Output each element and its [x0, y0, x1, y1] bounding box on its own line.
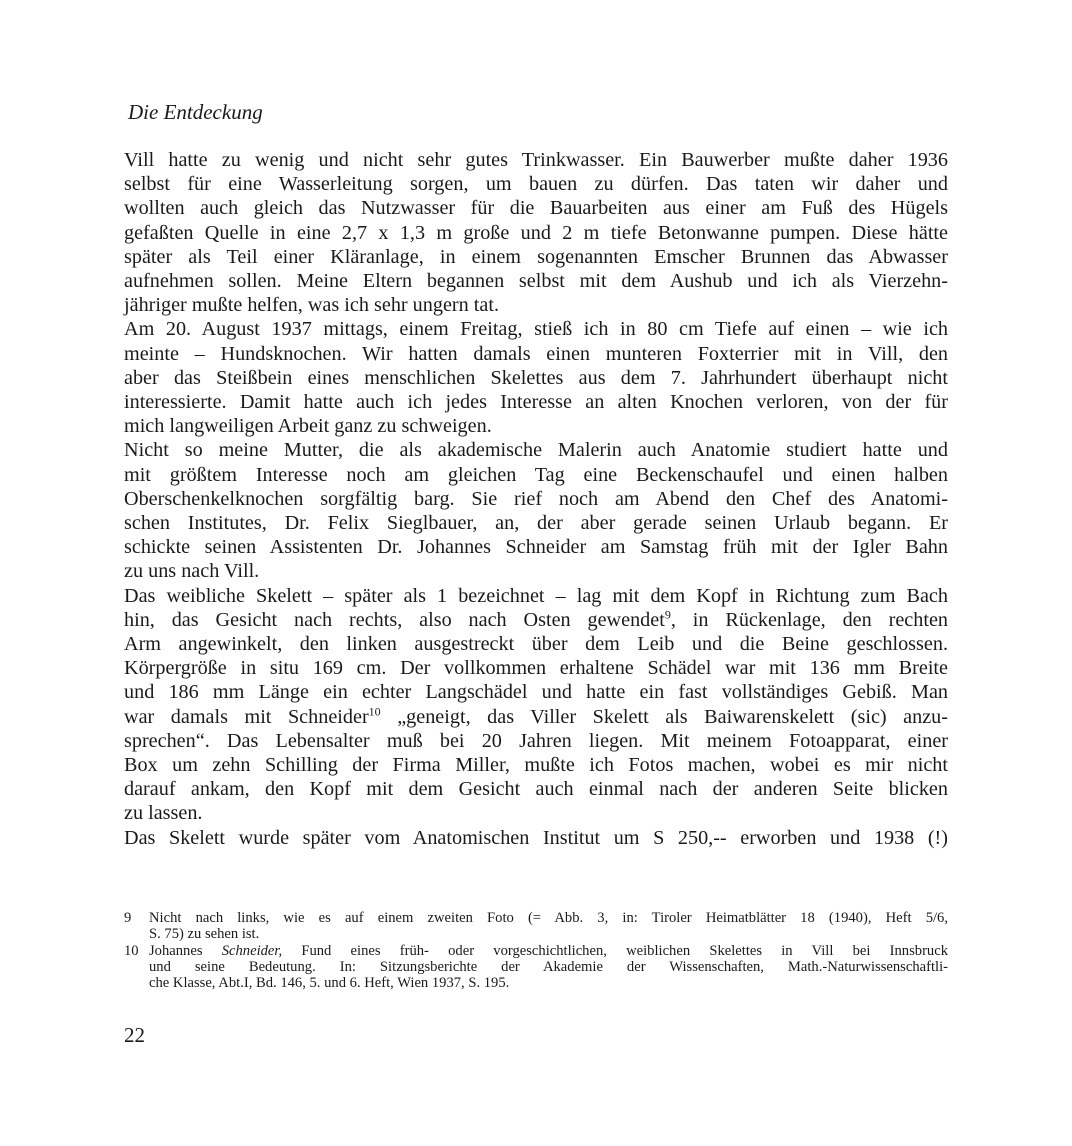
- text-line: sprechen“. Das Lebensalter muß bei 20 Jahren liegen. Mit meinem Fotoapparat, einer: [124, 729, 948, 752]
- paragraph-3: [124, 438, 948, 583]
- footnotes: [124, 910, 948, 991]
- footnote-line: [149, 943, 948, 959]
- citation-title: Fund eines früh- oder vorgeschichtlichen, weiblichen Skelettes in Vill bei Innsbruck: [282, 942, 948, 959]
- text-segment: hin, das Gesicht nach rechts, also nach Osten gewendet: [124, 608, 665, 631]
- text-line: Das Skelett wurde später vom Anatomischen Institut um S 250,-- erworben und 1938 (!): [124, 826, 948, 849]
- text-line: zu uns nach Vill.: [124, 560, 260, 583]
- text-line: aufnehmen sollen. Meine Eltern begannen selbst mit dem Aushub und ich als Vierzehn-: [124, 270, 948, 293]
- text-line: Das weibliche Skelett – später als 1 bezeichnet – lag mit dem Kopf in Richtung zum Bach: [124, 584, 948, 607]
- footnote-number: 9: [124, 910, 132, 926]
- author-last-name: Schneider,: [221, 942, 283, 959]
- text-line: Körpergröße in situ 169 cm. Der vollkommen erhaltene Schädel war mit 136 mm Breite: [124, 657, 948, 680]
- text-segment: „geneigt, das Viller Skelett als Baiwarenskelett (sic) anzu-: [380, 705, 948, 728]
- footnote-line: und seine Bedeutung. In: Sitzungsberichte der Akademie der Wissenschaften, Math.-Naturwissenschaftli-: [149, 958, 948, 975]
- footnote-line: che Klasse, Abt.I, Bd. 146, 5. und 6. Heft, Wien 1937, S. 195.: [149, 975, 510, 992]
- text-line: interessierte. Damit hatte auch ich jedes Interesse an alten Knochen verloren, von der für: [124, 391, 948, 414]
- text-line: Box um zehn Schilling der Firma Miller, mußte ich Fotos machen, wobei es mir nicht: [124, 754, 948, 777]
- footnote-line: Nicht nach links, wie es auf einem zweiten Foto (= Abb. 3, in: Tiroler Heimatblätter 18 (1940), Heft 5/6,: [149, 910, 948, 926]
- text-line: zu lassen.: [124, 802, 203, 825]
- text-segment: , in Rückenlage, den rechten: [670, 608, 948, 631]
- text-line: schen Institutes, Dr. Felix Sieglbauer, an, der aber gerade seinen Urlaub begann. Er: [124, 512, 948, 535]
- footnote-marker-10: 10: [368, 703, 381, 718]
- text-line: und 186 mm Länge ein echter Langschädel und hatte ein fast vollständiges Gebiß. Man: [124, 681, 948, 704]
- text-line: Nicht so meine Mutter, die als akademische Malerin auch Anatomie studiert hatte und: [124, 439, 948, 462]
- text-line: jähriger mußte helfen, was ich sehr ungern tat.: [124, 294, 500, 317]
- text-line: Oberschenkelknochen sorgfältig barg. Sie rief noch am Abend den Chef des Anatomi-: [124, 487, 948, 510]
- paragraph-4: [124, 584, 948, 826]
- text-line: später als Teil einer Kläranlage, in einem sogenannten Emscher Brunnen das Abwasser: [124, 245, 948, 268]
- text-line: aber das Steißbein eines menschlichen Skelettes aus dem 7. Jahrhundert überhaupt nicht: [124, 366, 948, 389]
- text-line: Am 20. August 1937 mittags, einem Freitag, stieß ich in 80 cm Tiefe auf einen – wie ich: [124, 318, 948, 341]
- author-first-name: Johannes: [149, 942, 222, 959]
- text-line: schickte seinen Assistenten Dr. Johannes Schneider am Samstag früh mit der Igler Bahn: [124, 536, 948, 559]
- text-line: mich langweiligen Arbeit ganz zu schweigen.: [124, 415, 492, 438]
- body-text: [124, 148, 948, 850]
- text-line: wollten auch gleich das Nutzwasser für die Bauarbeiten aus einer am Fuß des Hügels: [124, 197, 948, 220]
- text-segment: war damals mit Schneider: [124, 705, 369, 728]
- footnote-marker-9: 9: [664, 607, 671, 622]
- text-line: Vill hatte zu wenig und nicht sehr gutes Trinkwasser. Ein Bauwerber mußte daher 1936: [124, 149, 948, 171]
- text-line: Arm angewinkelt, den linken ausgestreckt über dem Leib und die Beine geschlossen.: [124, 633, 948, 656]
- text-line: [124, 705, 948, 729]
- paragraph-1: [124, 148, 948, 317]
- footnote-line: S. 75) zu sehen ist.: [149, 926, 260, 943]
- page-number: 22: [124, 1023, 145, 1047]
- section-heading: Die Entdeckung: [128, 100, 263, 124]
- paragraph-2: [124, 317, 948, 438]
- paragraph-5: [124, 826, 948, 850]
- footnote-10: [124, 943, 948, 992]
- footnote-number: 10: [124, 942, 139, 959]
- text-line: darauf ankam, den Kopf mit dem Gesicht auch einmal nach der anderen Seite blicken: [124, 778, 948, 801]
- footnote-9: [124, 910, 948, 943]
- text-line: meinte – Hundsknochen. Wir hatten damals einen munteren Foxterrier mit in Vill, den: [124, 342, 948, 365]
- text-line: gefaßten Quelle in eine 2,7 x 1,3 m große und 2 m tiefe Betonwanne pumpen. Diese hätte: [124, 221, 948, 244]
- text-line: mit größtem Interesse noch am gleichen Tag eine Beckenschaufel und einen halben: [124, 463, 948, 486]
- text-line: selbst für eine Wasserleitung sorgen, um bauen zu dürfen. Das taten wir daher und: [124, 173, 948, 196]
- text-line: [124, 608, 948, 632]
